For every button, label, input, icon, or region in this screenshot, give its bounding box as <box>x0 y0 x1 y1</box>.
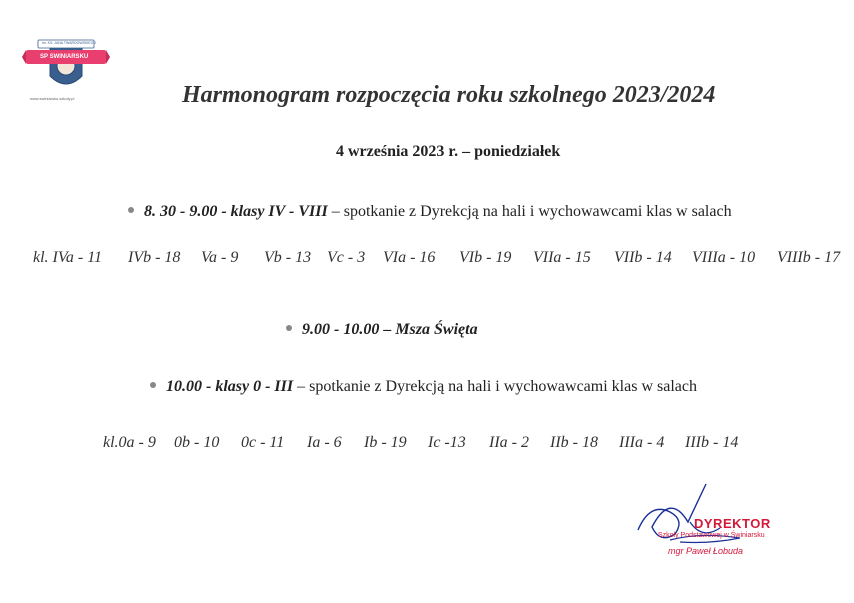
class-entry: 0c - 11 <box>241 434 285 451</box>
class-entry: Ic -13 <box>428 434 466 451</box>
time-group: 9.00 - 10.00 – Msza Święta <box>302 321 478 338</box>
schedule-item-3 <box>150 378 697 396</box>
class-entry: VIIb - 14 <box>614 249 672 266</box>
logo-url: www.swiniarsko.szkoly.pl <box>30 96 75 101</box>
class-entry: Vc - 3 <box>327 249 366 266</box>
class-entry: VIIIb - 17 <box>777 249 841 266</box>
class-entry: VIIa - 15 <box>533 249 591 266</box>
class-entry: Ib - 19 <box>364 434 407 451</box>
stamp-name: mgr Paweł Łobuda <box>668 546 744 556</box>
class-entry: IIIb - 14 <box>685 434 739 451</box>
date-line: 4 września 2023 r. – poniedziałek <box>336 143 561 160</box>
schedule-item-1 <box>128 203 732 221</box>
class-entry: IIb - 18 <box>550 434 598 451</box>
class-entry: IVb - 18 <box>128 249 181 266</box>
class-entry: kl. IVa - 11 <box>33 249 103 266</box>
stamp-title: DYREKTOR <box>694 516 771 531</box>
logo-banner-text: im. KS. JANA TWARDOWSKIEGO <box>42 41 97 45</box>
bullet-icon <box>150 382 156 388</box>
bullet-icon <box>128 207 134 213</box>
class-entry: IIIa - 4 <box>619 434 665 451</box>
time-group: 8. 30 - 9.00 - klasy IV - VIII <box>144 203 328 220</box>
class-entry: IIa - 2 <box>489 434 529 451</box>
item-description: – spotkanie z Dyrekcją na hali i wychowawcami klas w salach <box>327 203 732 220</box>
stamp-school: Szkoły Podstawowej w Świniarsku <box>658 532 765 539</box>
class-entry: VIIIa - 10 <box>692 249 756 266</box>
class-entry: Ia - 6 <box>307 434 342 451</box>
schedule-item-2 <box>286 321 478 339</box>
class-entry: VIa - 16 <box>383 249 436 266</box>
class-entry: VIb - 19 <box>459 249 512 266</box>
class-entry: Va - 9 <box>201 249 239 266</box>
time-group: 10.00 - klasy 0 - III <box>166 378 294 395</box>
logo-ribbon-text: SP SWINIARSKU <box>40 54 89 60</box>
class-entry: kl.0a - 9 <box>103 434 156 451</box>
document-title: Harmonogram rozpoczęcia roku szkolnego 2023/2024 <box>182 82 716 108</box>
class-entry: Vb - 13 <box>264 249 312 266</box>
class-entry: 0b - 10 <box>174 434 220 451</box>
bullet-icon <box>286 325 292 331</box>
item-description: – spotkanie z Dyrekcją na hali i wychowawcami klas w salach <box>293 378 697 395</box>
